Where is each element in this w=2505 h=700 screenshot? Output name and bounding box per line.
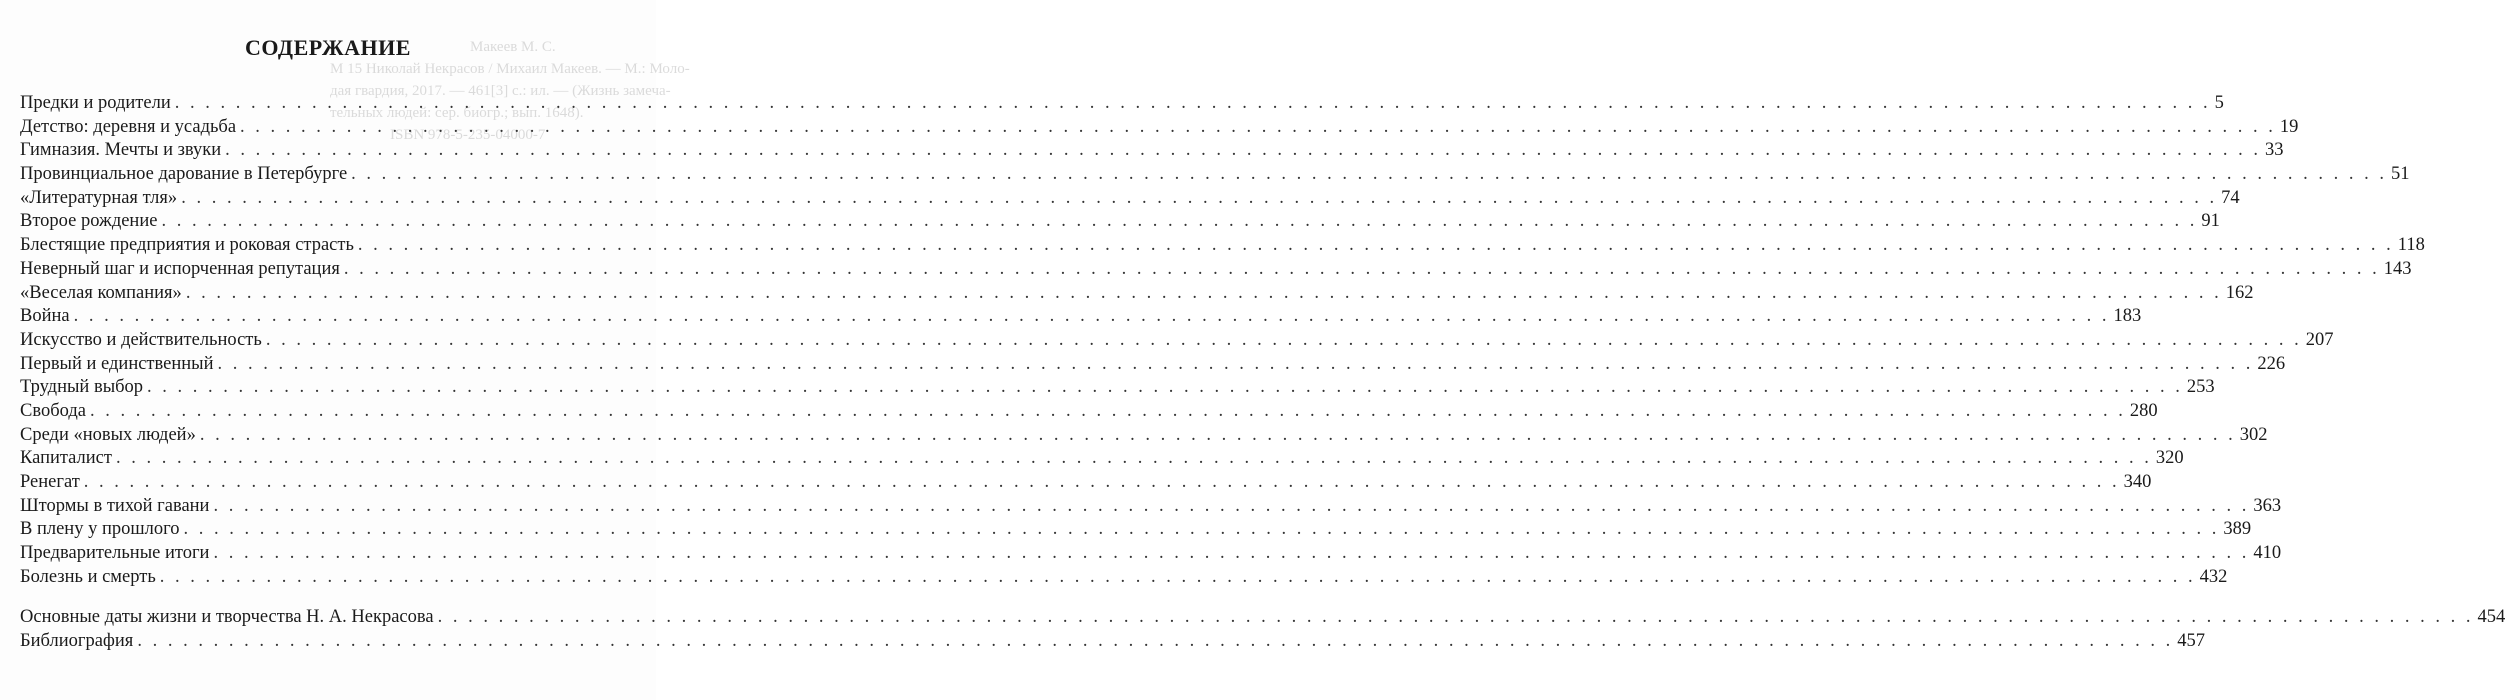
toc-entry-title: Штормы в тихой гавани [20, 495, 210, 516]
toc-entry [20, 471, 2152, 495]
toc-entry-page-number: 432 [2199, 566, 2228, 587]
dot-leader [74, 305, 2110, 329]
toc-entry-page-number: 51 [2391, 164, 2410, 185]
section-gap [20, 589, 636, 606]
toc-heading: СОДЕРЖАНИЕ [245, 35, 411, 60]
toc-entry-page-number: 389 [2223, 519, 2252, 540]
toc-entry-title: Блестящие предприятия и роковая страсть [20, 235, 354, 256]
toc-entry-title: Болезнь и смерть [20, 566, 156, 587]
toc-entry-title: Детство: деревня и усадьба [20, 116, 237, 137]
toc-entry [20, 258, 2412, 282]
toc-entry-page-number: 226 [2257, 353, 2286, 374]
dot-leader [147, 376, 2183, 400]
toc-entry-page-number: 74 [2221, 187, 2240, 208]
dot-leader [200, 424, 2236, 448]
dot-leader [213, 495, 2249, 519]
toc-entry-page-number: 207 [2305, 329, 2334, 350]
toc-entry-title: Библиография [20, 631, 134, 652]
toc-entry [20, 630, 2205, 654]
bleed-line: тельных людей: сер. биогр.; вып. 1648). [330, 105, 584, 121]
toc-entry-page-number: 162 [2225, 282, 2254, 303]
dot-leader [213, 542, 2249, 566]
toc-entry-page-number: 340 [2123, 472, 2152, 492]
toc-entry-page-number: 410 [2253, 543, 2282, 564]
toc-entry [20, 282, 2254, 306]
toc-entry-page-number: 33 [2265, 140, 2284, 161]
toc-entry-title: Война [20, 306, 70, 327]
toc-entry-title: Свобода [20, 400, 86, 421]
toc-entry [20, 447, 2184, 471]
toc-entry [20, 424, 2268, 448]
bleed-line: ISBN 978-5-235-04000-7 [390, 127, 546, 143]
dot-leader [266, 329, 2302, 353]
toc-entry-page-number: 457 [2177, 631, 2205, 652]
toc-entry-title: Трудный выбор [20, 377, 144, 398]
dot-leader [84, 471, 2120, 495]
toc-entry-page-number: 253 [2186, 377, 2215, 398]
toc-entry-title: Основные даты жизни и творчества Н. А. Некрасова [20, 607, 434, 628]
toc-entry [20, 542, 2282, 566]
toc-entry [20, 329, 2334, 353]
toc-entry-title: «Веселая компания» [20, 282, 182, 303]
toc-entry-title: Среди «новых людей» [20, 424, 196, 445]
dot-leader [160, 566, 2196, 590]
toc-entry [20, 92, 2224, 116]
toc-entry [20, 116, 2299, 140]
toc-entry [20, 187, 2240, 211]
toc-entry-page-number: 19 [2279, 116, 2299, 137]
toc-entry-page-number: 302 [2239, 424, 2268, 445]
toc-entry-title: Второе рождение [20, 211, 158, 232]
toc-entry-title: Гимназия. Мечты и звуки [20, 140, 222, 161]
dot-leader [181, 187, 2217, 211]
dot-leader [161, 210, 2197, 234]
toc-entry [20, 566, 2228, 590]
toc-entry [20, 234, 2425, 258]
dot-leader [137, 630, 2173, 654]
dot-leader [358, 234, 2394, 258]
bleed-line: Макеев М. С. [470, 39, 556, 55]
bleed-line: М 15 Николай Некрасов / Михаил Макеев. — М.: Моло- [330, 61, 690, 77]
dot-leader [225, 139, 2261, 163]
dot-leader [186, 282, 2222, 306]
toc-entry-page-number: 280 [2129, 400, 2158, 421]
toc-entry [20, 518, 2252, 542]
toc-entry-title: «Литературная тля» [20, 187, 178, 208]
dot-leader [351, 163, 2387, 187]
dot-leader [240, 116, 2276, 140]
toc-entry-title: Первый и единственный [20, 353, 214, 374]
toc-entry-title: В плену у прошлого [20, 519, 180, 540]
toc-entry [20, 210, 2220, 234]
toc-entry-page-number: 143 [2383, 258, 2412, 279]
toc-entry-title: Предки и родители [20, 93, 171, 113]
toc-entry-title: Ренегат [20, 472, 80, 492]
table-of-contents [20, 92, 2505, 654]
toc-entry-page-number: 454 [2477, 607, 2505, 628]
dot-leader [175, 92, 2211, 116]
toc-entry-page-number: 183 [2113, 306, 2142, 327]
toc-entry-page-number: 118 [2397, 235, 2425, 256]
toc-entry-page-number: 320 [2155, 448, 2184, 469]
toc-entry [20, 495, 2282, 519]
dot-leader [183, 518, 2219, 542]
dot-leader [438, 606, 2474, 630]
dot-leader [344, 258, 2380, 282]
toc-entry-page-number: 91 [2201, 211, 2220, 232]
toc-entry [20, 400, 2158, 424]
toc-entry [20, 606, 2505, 630]
toc-entry [20, 376, 2215, 400]
bleed-line: дая гвардия, 2017. — 461[3] с.: ил. — (Жизнь замеча- [330, 83, 671, 99]
dot-leader [116, 447, 2152, 471]
toc-entry-title: Искусство и действительность [20, 329, 262, 350]
toc-entry [20, 139, 2284, 163]
toc-entry-title: Неверный шаг и испорченная репутация [20, 258, 340, 279]
toc-entry [20, 163, 2410, 187]
dot-leader [217, 353, 2253, 377]
toc-entry-title: Провинциальное дарование в Петербурге [20, 164, 348, 185]
toc-entry-page-number: 363 [2253, 495, 2282, 516]
toc-entry [20, 353, 2286, 377]
toc-entry-title: Предварительные итоги [20, 543, 210, 564]
toc-entry-title: Капиталист [20, 448, 112, 469]
dot-leader [90, 400, 2126, 424]
toc-entry [20, 305, 2142, 329]
toc-entry-page-number: 5 [2214, 93, 2224, 113]
